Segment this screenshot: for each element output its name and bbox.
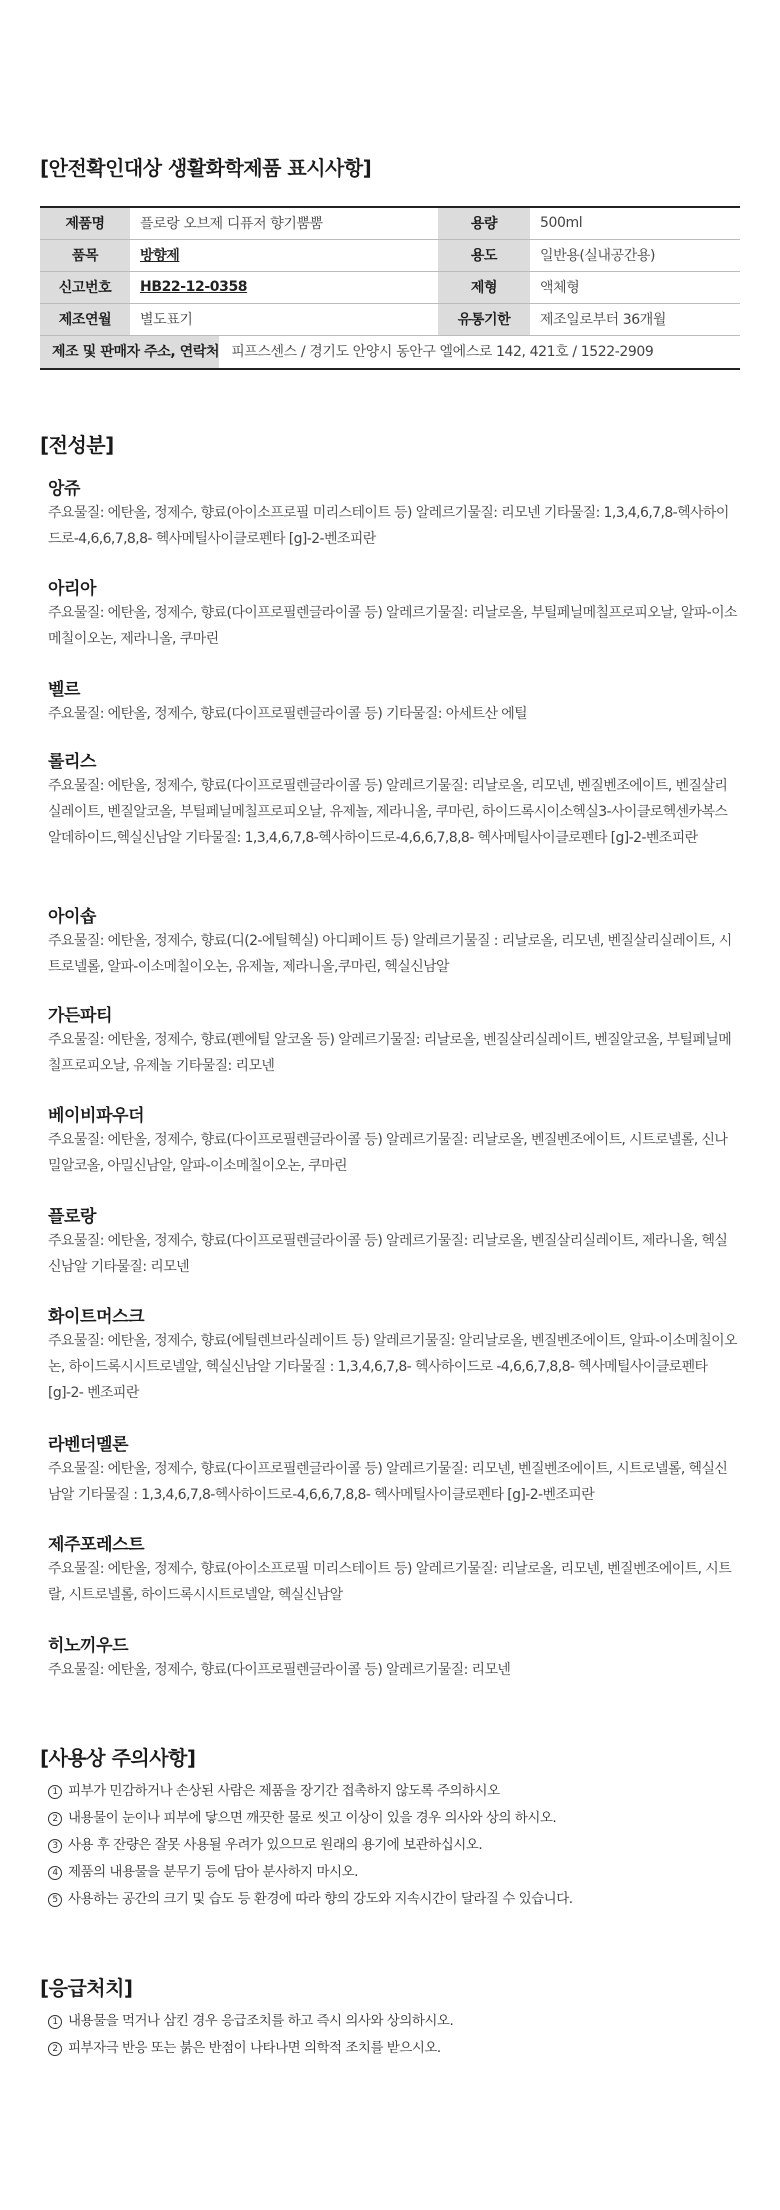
- ingredient-item: [48, 1302, 738, 1406]
- ingredient-name: 화이트머스크: [48, 1307, 145, 1327]
- ingredient-text: 주요물질: 에탄올, 정제수, 향료(다이프로필렌글라이콜 등) 알레르기물질: 리날로올, 부틸페닐메칠프로피오날, 알파-이소메칠이오논, 제라니올, 쿠마린: [48, 605, 737, 647]
- table-header-cell: 제형: [438, 271, 530, 303]
- ingredient-name: 히노끼우드: [48, 1636, 129, 1656]
- ingredient-item: [48, 902, 738, 980]
- maker-row-cell: [40, 335, 654, 369]
- list-item: [48, 2035, 748, 2062]
- ingredient-item: [48, 574, 738, 652]
- ingredient-text: 주요물질: 에탄올, 정제수, 향료(다이프로필렌글라이콜 등) 기타물질: 아세트산 에틸: [48, 706, 528, 722]
- list-item-text: 내용물이 눈이나 피부에 닿으면 깨끗한 물로 씻고 이상이 있을 경우 의사와 상의 하시오.: [68, 1810, 557, 1826]
- ingredient-text: 주요물질: 에탄올, 정제수, 향료(디(2-에틸헥실) 아디페이트 등) 알레르기물질 : 리날로올, 리모넨, 벤질살리실레이트, 시트로넬롤, 알파-이소메칠이오논, 유제놀, 제라니올,쿠마린, 헥실신남알: [48, 933, 732, 975]
- ingredient-name: 베이비파우더: [48, 1106, 145, 1126]
- list-item: [48, 1778, 748, 1805]
- first-aid-section-title: [응급처치]: [40, 1976, 133, 2000]
- precautions-section-title: [사용상 주의사항]: [40, 1746, 196, 1770]
- table-header-cell: 제품명: [40, 207, 130, 239]
- table-value-cell: HB22-12-0358: [130, 271, 438, 303]
- table-header-cell: 유통기한: [438, 303, 530, 335]
- list-item: [48, 1886, 748, 1913]
- ingredient-text: 주요물질: 에탄올, 정제수, 향료(펜에틸 알코올 등) 알레르기물질: 리날로올, 벤질살리실레이트, 벤질알코올, 부틸페닐메칠프로피오날, 유제놀 기타물질: 리모넨: [48, 1032, 732, 1074]
- ingredient-text: 주요물질: 에탄올, 정제수, 향료(아이소프로필 미리스테이트 등) 알레르기물질: 리모넨 기타물질: 1,3,4,6,7,8-헥사하이드로-4,6,6,7,8,8- 헥사메틸사이클로펜타 [g]-2-벤조피란: [48, 505, 729, 547]
- ingredient-text: 주요물질: 에탄올, 정제수, 향료(다이프로필렌글라이콜 등) 알레르기물질: 리모넨, 벤질벤조에이트, 시트로넬롤, 헥실신남알 기타물질 : 1,3,4,6,7,8-헥사하이드로-4,6,6,7,8,8- 헥사메틸사이클로펜타 [g]-2-벤조피란: [48, 1461, 728, 1503]
- ingredient-name: 아이솝: [48, 907, 97, 927]
- list-item: [48, 1832, 748, 1859]
- table-row: [40, 303, 740, 335]
- product-info-table: [40, 206, 740, 370]
- maker-value: 피프스센스 / 경기도 안양시 동안구 엘에스로 142, 421호 / 1522-2909: [219, 336, 653, 368]
- list-item-text: 사용 후 잔량은 잘못 사용될 우려가 있으므로 원래의 용기에 보관하십시오.: [68, 1837, 483, 1853]
- table-row: [40, 271, 740, 303]
- table-value-cell: 제조일로부터 36개월: [530, 303, 740, 335]
- circled-number-icon: 2: [48, 1812, 62, 1826]
- ingredient-name: 아리아: [48, 579, 97, 599]
- list-item-text: 피부자극 반응 또는 붉은 반점이 나타나면 의학적 조치를 받으시오.: [68, 2040, 441, 2056]
- ingredient-item: [48, 1530, 738, 1608]
- list-item: [48, 1859, 748, 1886]
- ingredient-item: [48, 675, 738, 727]
- list-item-text: 제품의 내용물을 분무기 등에 담아 분사하지 마시오.: [68, 1864, 358, 1880]
- table-header-cell: 제조연월: [40, 303, 130, 335]
- table-header-cell: 용도: [438, 239, 530, 271]
- circled-number-icon: 1: [48, 1785, 62, 1799]
- list-item-text: 내용물을 먹거나 삼킨 경우 응급조치를 하고 즉시 의사와 상의하시오.: [68, 2013, 454, 2029]
- ingredient-name: 제주포레스트: [48, 1535, 145, 1555]
- circled-number-icon: 1: [48, 2015, 62, 2029]
- table-row: [40, 239, 740, 271]
- ingredient-item: [48, 1631, 738, 1683]
- ingredients-section-title: [전성분]: [40, 433, 114, 457]
- list-item-text: 피부가 민감하거나 손상된 사람은 제품을 장기간 접촉하지 않도록 주의하시오: [68, 1783, 500, 1799]
- ingredient-text: 주요물질: 에탄올, 정제수, 향료(다이프로필렌글라이콜 등) 알레르기물질: 리모넨: [48, 1662, 511, 1678]
- table-value-cell: 플로랑 오브제 디퓨저 향기뿜뿜: [130, 207, 438, 239]
- table-row: [40, 335, 740, 369]
- ingredient-text: 주요물질: 에탄올, 정제수, 향료(다이프로필렌글라이콜 등) 알레르기물질: 리날로올, 벤질살리실레이트, 제라니올, 헥실신남알 기타물질: 리모넨: [48, 1233, 728, 1275]
- circled-number-icon: 3: [48, 1839, 62, 1853]
- table-row: [40, 207, 740, 239]
- list-item-text: 사용하는 공간의 크기 및 습도 등 환경에 따라 향의 강도와 지속시간이 달라질 수 있습니다.: [68, 1891, 573, 1907]
- ingredient-name: 벨르: [48, 680, 81, 700]
- table-value-cell: 액체형: [530, 271, 740, 303]
- ingredient-name: 앙쥬: [48, 479, 81, 499]
- table-value-cell: 방향제: [130, 239, 438, 271]
- list-item: [48, 1805, 748, 1832]
- precautions-list: [48, 1778, 748, 1913]
- ingredient-item: [48, 1202, 738, 1280]
- ingredient-text: 주요물질: 에탄올, 정제수, 향료(아이소프로필 미리스테이트 등) 알레르기물질: 리날로올, 리모넨, 벤질벤조에이트, 시트랄, 시트로넬롤, 하이드록시시트로넬알, 헥실신남알: [48, 1561, 732, 1603]
- ingredient-text: 주요물질: 에탄올, 정제수, 향료(에틸렌브라실레이트 등) 알레르기물질: 알리날로올, 벤질벤조에이트, 알파-이소메칠이오논, 하이드록시시트로넬알, 헥실신남알 기타물질 : 1,3,4,6,7,8- 헥사하이드로 -4,6,6,7,8,8- 헥사메틸사이클로펜타 [g]-2- 벤조피란: [48, 1333, 737, 1401]
- ingredient-name: 가든파티: [48, 1006, 113, 1026]
- ingredient-text: 주요물질: 에탄올, 정제수, 향료(다이프로필렌글라이콜 등) 알레르기물질: 리날로올, 벤질벤조에이트, 시트로넬롤, 신나밀알코올, 아밀신남알, 알파-이소메칠이오논, 쿠마린: [48, 1132, 728, 1174]
- table-value-cell: 500ml: [530, 207, 740, 239]
- ingredient-item: [48, 474, 738, 552]
- circled-number-icon: 5: [48, 1893, 62, 1907]
- ingredient-item: [48, 747, 738, 851]
- circled-number-icon: 2: [48, 2042, 62, 2056]
- maker-label: 제조 및 판매자 주소, 연락처: [40, 336, 219, 368]
- safety-section-title: [안전확인대상 생활화학제품 표시사항]: [40, 156, 372, 180]
- ingredient-name: 라벤더멜론: [48, 1435, 129, 1455]
- table-value-cell: 일반용(실내공간용): [530, 239, 740, 271]
- table-value-cell: 별도표기: [130, 303, 438, 335]
- list-item: [48, 2008, 748, 2035]
- ingredient-item: [48, 1101, 738, 1179]
- ingredient-item: [48, 1001, 738, 1079]
- ingredient-item: [48, 1430, 738, 1508]
- table-header-cell: 용량: [438, 207, 530, 239]
- ingredient-text: 주요물질: 에탄올, 정제수, 향료(다이프로필렌글라이콜 등) 알레르기물질: 리날로올, 리모넨, 벤질벤조에이트, 벤질살리실레이트, 벤질알코올, 부틸페닐메칠프로피오날, 유제놀, 제라니올, 쿠마린, 하이드록시이소헥실3-사이클로헥센카복스알데하이드,헥실신남알 기타물질: 1,3,4,6,7,8-헥사하이드로-4,6,6,7,8,8- 헥사메틸사이클로펜타 [g]-2-벤조피란: [48, 778, 728, 846]
- table-header-cell: 품목: [40, 239, 130, 271]
- ingredient-name: 롤리스: [48, 752, 97, 772]
- ingredient-name: 플로랑: [48, 1207, 97, 1227]
- table-header-cell: 신고번호: [40, 271, 130, 303]
- first-aid-list: [48, 2008, 748, 2062]
- circled-number-icon: 4: [48, 1866, 62, 1880]
